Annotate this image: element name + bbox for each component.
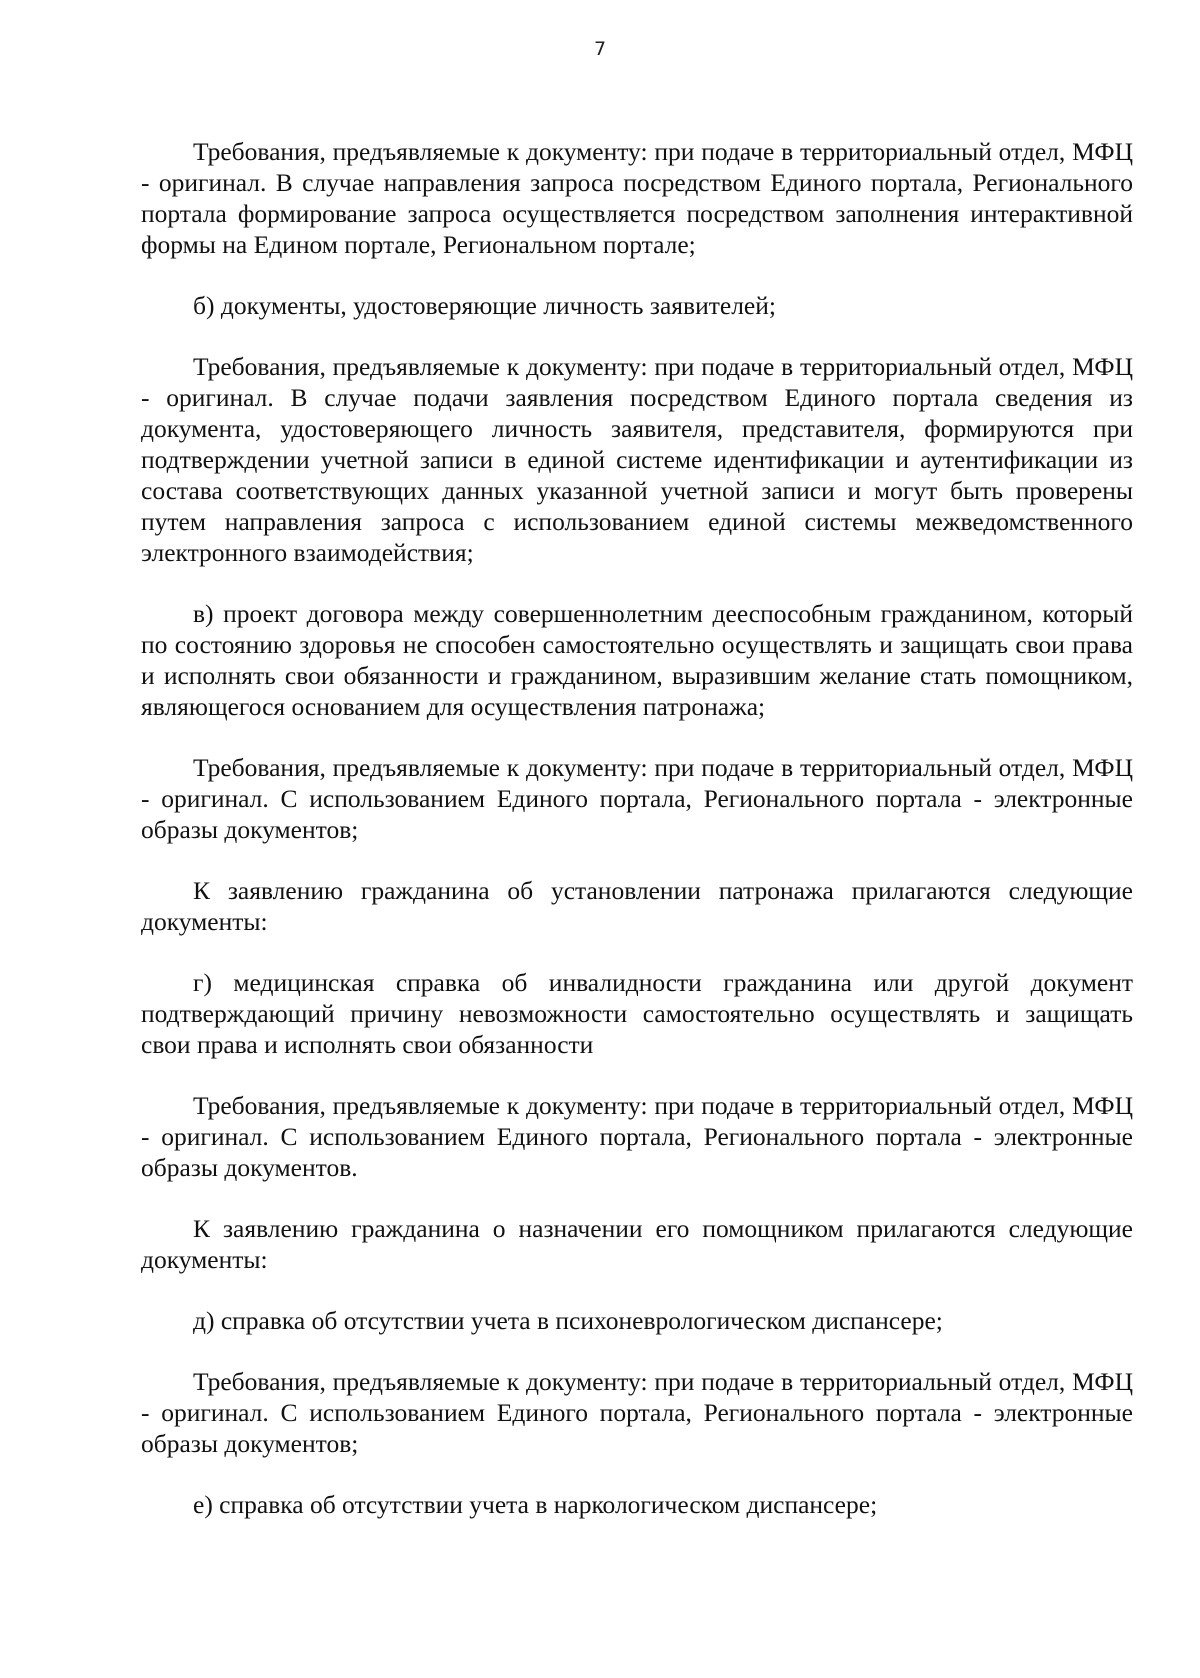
paragraph-item-b: б) документы, удостоверяющие личность заявителей; — [193, 291, 776, 320]
paragraph-patronage-attachments: К заявлению гражданина об установлении патронажа прилагаются следующие документы: — [141, 876, 1133, 936]
paragraph-requirements-4: Требования, предъявляемые к документу: при подаче в территориальный отдел, МФЦ - оригинал. С использованием Единого портала, Регионального портала - электронные образы документов. — [141, 1091, 1133, 1182]
paragraph-requirements-5: Требования, предъявляемые к документу: при подаче в территориальный отдел, МФЦ - оригинал. С использованием Единого портала, Регионального портала - электронные образы документов; — [141, 1367, 1133, 1458]
paragraph-item-d: д) справка об отсутствии учета в психоневрологическом диспансере; — [193, 1306, 943, 1335]
paragraph-item-e: е) справка об отсутствии учета в наркологическом диспансере; — [193, 1490, 878, 1519]
paragraph-item-g: г) медицинская справка об инвалидности гражданина или другой документ подтверждающий причину невозможности самостоятельно осуществлять и защищать свои права и исполнять свои обязанности — [141, 968, 1133, 1059]
paragraph-requirements-2: Требования, предъявляемые к документу: при подаче в территориальный отдел, МФЦ - оригинал. В случае подачи заявления посредством Единого портала сведения из документа, удостоверяющего личность заявителя, представителя, формируются при подтверждении учетной записи в единой системе идентификации и аутентификации из состава соответствующих данных указанной учетной записи и могут быть проверены путем направления запроса с использованием единой системы межведомственного электронного взаимодействия; — [141, 352, 1133, 567]
page-number: 7 — [593, 38, 607, 60]
paragraph-requirements-3: Требования, предъявляемые к документу: при подаче в территориальный отдел, МФЦ - оригинал. С использованием Единого портала, Регионального портала - электронные образы документов; — [141, 753, 1133, 844]
document-body — [141, 136, 1133, 1550]
paragraph-assistant-attachments: К заявлению гражданина о назначении его помощником прилагаются следующие документы: — [141, 1214, 1133, 1274]
paragraph-item-v: в) проект договора между совершеннолетним дееспособным гражданином, который по состоянию здоровья не способен самостоятельно осуществлять и защищать свои права и исполнять свои обязанности и гражданином, выразившим желание стать помощником, являющегося основанием для осуществления патронажа; — [141, 599, 1133, 721]
paragraph-requirements-1: Требования, предъявляемые к документу: при подаче в территориальный отдел, МФЦ - оригинал. В случае направления запроса посредством Единого портала, Регионального портала формирование запроса осуществляется посредством заполнения интерактивной формы на Едином портале, Региональном портале; — [141, 137, 1133, 259]
